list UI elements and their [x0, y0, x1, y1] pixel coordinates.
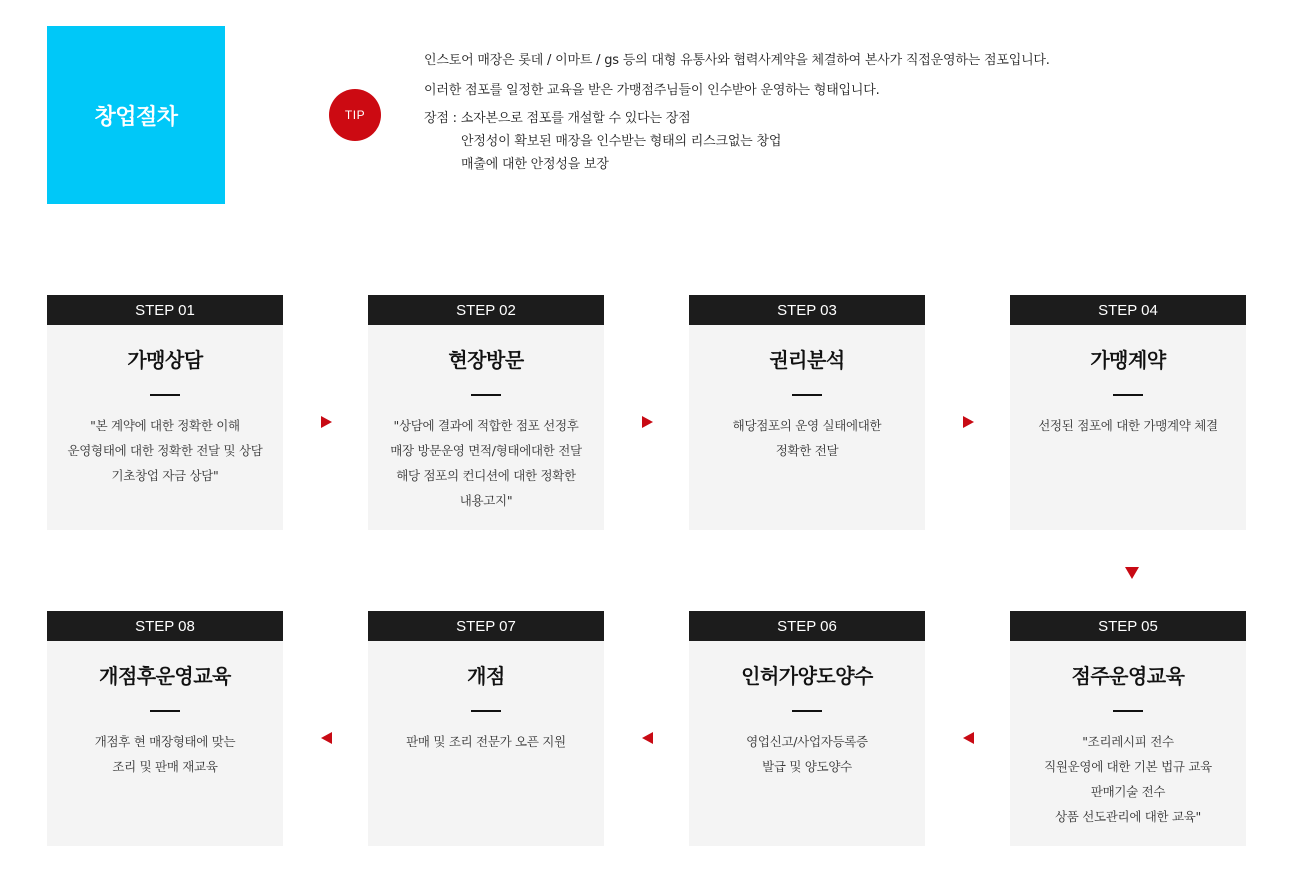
step-label: STEP 04 [1010, 295, 1246, 325]
step-name: 권리분석 [769, 348, 845, 372]
divider [471, 394, 501, 396]
divider [150, 710, 180, 712]
step-description-line: 정확한 전달 [775, 443, 839, 458]
step-name: 인허가양도양수 [741, 664, 873, 688]
tip-line-5: 매출에 대한 안정성을 보장 [461, 157, 609, 172]
step-description-line: 영업신고/사업자등록증 [746, 734, 868, 749]
step-04-card [1010, 295, 1246, 530]
step-05-card [1010, 611, 1246, 846]
step-label: STEP 03 [689, 295, 925, 325]
step-name: 개점 [467, 664, 505, 688]
step-description [1010, 729, 1246, 829]
step-07-card [368, 611, 604, 846]
step-label: STEP 08 [47, 611, 283, 641]
step-01-card [47, 295, 283, 530]
tip-line-4: 안정성이 확보된 매장을 인수받는 형태의 리스크없는 창업 [461, 134, 782, 149]
step-description-line: 직원운영에 대한 기본 법규 교육 [1044, 759, 1212, 774]
step-description-line: 발급 및 양도양수 [762, 759, 852, 774]
step-name: 개점후운영교육 [99, 664, 231, 688]
step-description-line: 상품 선도관리에 대한 교육" [1055, 809, 1201, 824]
tip-line-2: 이러한 점포를 일정한 교육을 받은 가맹점주님들이 인수받아 운영하는 형태입니다. [424, 83, 880, 98]
step-description [47, 729, 283, 779]
step-description [47, 413, 283, 488]
divider [792, 710, 822, 712]
step-description-line: 해당점포의 운영 실태에대한 [732, 418, 882, 433]
tip-line-3: 장점 : 소자본으로 점포를 개설할 수 있다는 장점 [424, 111, 691, 126]
step-08-card [47, 611, 283, 846]
divider [1113, 394, 1143, 396]
step-description-line: 선정된 점포에 대한 가맹계약 체결 [1038, 418, 1218, 433]
tip-badge: TIP [329, 89, 381, 141]
step-name: 현장방문 [448, 348, 524, 372]
step-label: STEP 07 [368, 611, 604, 641]
page-title: 창업절차 [94, 104, 178, 130]
arrow-right-icon [963, 416, 974, 428]
step-description-line: 조리 및 판매 재교육 [112, 759, 218, 774]
step-description [689, 729, 925, 779]
arrow-right-icon [321, 416, 332, 428]
page-title-box [47, 26, 225, 204]
step-name: 가맹계약 [1090, 348, 1166, 372]
tip-line-1: 인스토어 매장은 롯데 / 이마트 / gs 등의 대형 유통사와 협력사계약을 체결하여 본사가 직접운영하는 점포입니다. [424, 53, 1050, 68]
divider [1113, 710, 1143, 712]
step-description-line: 기초창업 자금 상담" [111, 468, 219, 483]
step-description-line: 판매 및 조리 전문가 오픈 지원 [406, 734, 566, 749]
arrow-left-icon [963, 732, 974, 744]
step-03-card [689, 295, 925, 530]
step-description [368, 729, 604, 754]
divider [150, 394, 180, 396]
step-description-line: 해당 점포의 컨디션에 대한 정확한 [396, 468, 576, 483]
step-label: STEP 05 [1010, 611, 1246, 641]
arrow-left-icon [321, 732, 332, 744]
step-02-card [368, 295, 604, 530]
step-06-card [689, 611, 925, 846]
step-description-line: 운영형태에 대한 정확한 전달 및 상담 [67, 443, 263, 458]
step-description-line: "상담에 결과에 적합한 점포 선정후 [393, 418, 579, 433]
step-name: 점주운영교육 [1071, 664, 1185, 688]
step-label: STEP 06 [689, 611, 925, 641]
step-label: STEP 02 [368, 295, 604, 325]
step-description [368, 413, 604, 513]
step-description-line: 매장 방문운영 면적/형태에대한 전달 [390, 443, 582, 458]
arrow-left-icon [642, 732, 653, 744]
divider [471, 710, 501, 712]
step-description-line: 판매기술 전수 [1090, 784, 1166, 799]
arrow-right-icon [642, 416, 653, 428]
divider [792, 394, 822, 396]
arrow-down-icon [1125, 567, 1139, 579]
step-description-line: "본 계약에 대한 정확한 이해 [90, 418, 240, 433]
step-name: 가맹상담 [127, 348, 203, 372]
step-description [1010, 413, 1246, 438]
step-description-line: "조리레시피 전수 [1082, 734, 1174, 749]
step-description-line: 내용고지" [459, 493, 513, 508]
step-label: STEP 01 [47, 295, 283, 325]
step-description-line: 개점후 현 매장형태에 맞는 [94, 734, 236, 749]
step-description [689, 413, 925, 463]
